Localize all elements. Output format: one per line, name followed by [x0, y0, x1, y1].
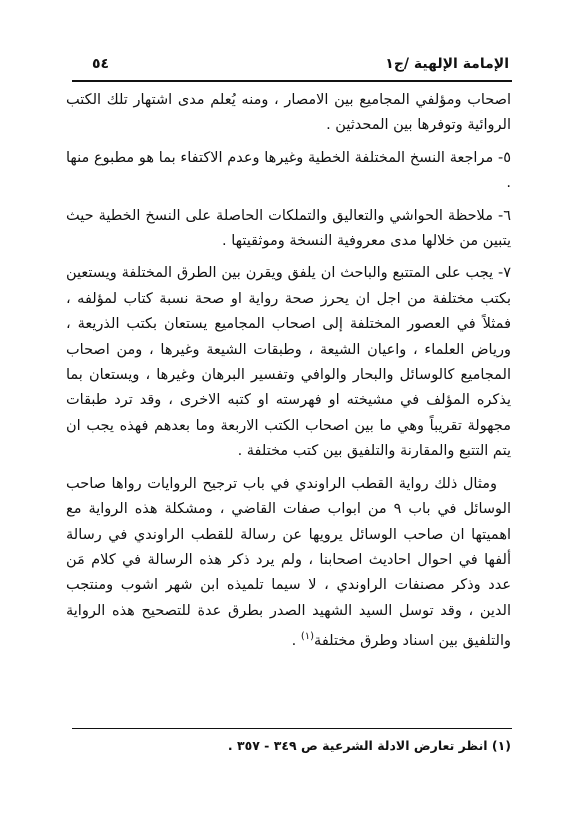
list-item-5: ٥- مراجعة النسخ المختلفة الخطية وغيرها وعدم الاكتفاء بما هو مطبوع منها . [66, 149, 511, 192]
paragraph-continuation: اصحاب ومؤلفي المجاميع بين الامصار ، ومنه يُعلم مدى اشتهار تلك الكتب الروائية وتوفرها بين المحدثين . [66, 92, 511, 134]
list-item-7: ٧- يجب على المتتبع والباحث ان يلفق ويقرن بين الطرق المختلفة ويستعين بكتب مختلفة من اجل ان يحرز صحة رواية او صحة نسبة كتاب لمؤلفه ، فمثلاً في العصور المختلفة إلى اصحاب المجاميع يستعان بكتب الذريعة ، ورياض العلماء ، واعيان الشيعة ، وطبقات الشيعة وغيرها ، ومن اصحاب المجاميع كالوسائل والبحار والوافي وتفسير البرهان وغيرها ، ويستعان بما يذكره المؤلف في مشيخته او فهرسته او كتبه الاخرى ، وقد ترد طبقات مجهولة تقريباً وهي ما بين اصحاب الكتب الاربعة وما بعدهم فهذه يجب ان يتم التتبع والمقارنة والتلفيق بين كتب مختلفة . [66, 265, 511, 460]
body-text [66, 88, 511, 654]
running-header-title: الإمامة الإلهية /ج١ [385, 56, 509, 72]
example-paragraph-text: ومثال ذلك رواية القطب الراوندي في باب ترجيح الروايات رواها صاحب الوسائل في باب ٩ من ابواب صفات القاضي ، ومشكلة هذه الرواية مع اهميتها ان صاحب الوسائل يرويها عن رسالة للقطب الراوندي في رسالة ألفها في احوال احاديث اصحابنا ، ولم يرد ذكر هذه الرسالة في كلام مَن عدد وذكر مصنفات الراوندي ، لا سيما تلميذه ابن شهر اشوب ومنتجب الدين ، وقد توسل السيد الشهيد الصدر بطرق عدة للتصحيح هذه الرواية والتلفيق بين اسناد وطرق مختلفة [66, 475, 511, 649]
page-number: ٥٤ [92, 56, 110, 72]
footnote-reference[interactable]: (١) [300, 631, 315, 643]
footnote: (١) انظر تعارض الادلة الشرعية ص ٣٤٩ - ٣٥٧ . [227, 738, 511, 753]
footnote-divider [72, 728, 512, 729]
paragraph-end-mark: . [291, 632, 301, 649]
header-divider [72, 80, 512, 82]
example-paragraph [66, 472, 511, 655]
list-item-6: ٦- ملاحظة الحواشي والتعاليق والتملكات الحاصلة على النسخ الخطية حيث يتبين من خلالها مدى معروفية النسخة وموثقيتها . [66, 207, 511, 250]
